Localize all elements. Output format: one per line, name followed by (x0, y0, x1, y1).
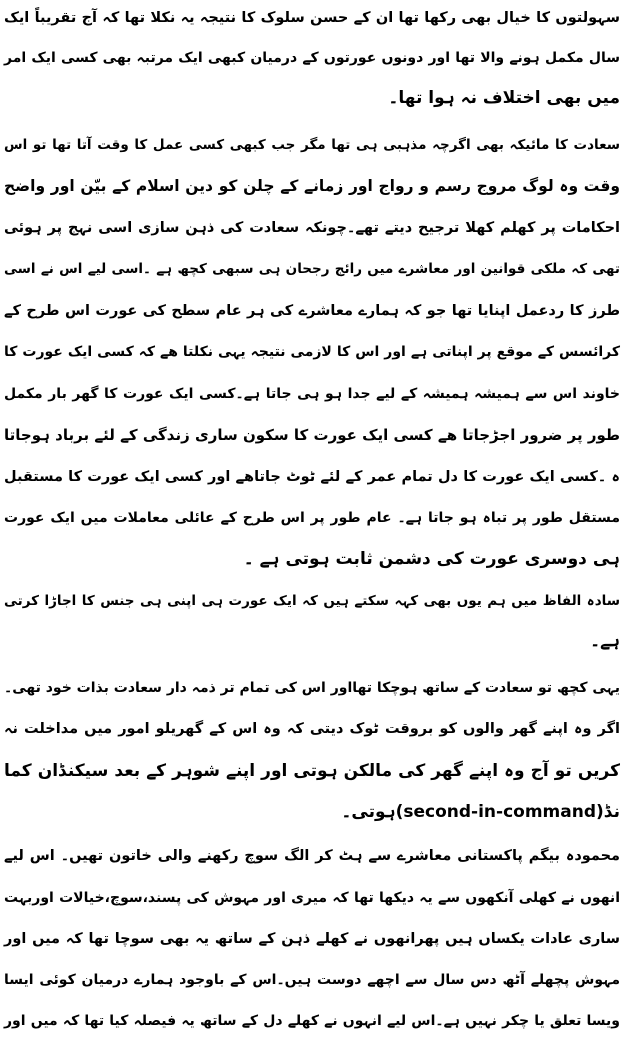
text-line: سال مکمل ہونے والا تھا اور دونوں عورتوں کے درمیان کبھی ایک مرتبہ بھی کسی ایک امر (4, 50, 620, 66)
text-line: محمودہ بیگم پاکستانی معاشرے سے ہٹ کر الگ سوچ رکھنے والی خاتون تھیں۔ اس لیے (4, 848, 620, 864)
text-line: نڈ(second-in-command)ہوتی۔ (341, 802, 620, 822)
text-line: مہوش پچھلے آٹھ دس سال سے اچھے دوست ہیں۔اس کے باوجود ہمارے درمیان کوئی ایسا (4, 972, 620, 988)
text-line: ہی دوسری عورت کی دشمن ثابت ہوتی ہے ۔ (243, 549, 620, 569)
text-line: سعادت کا مائیکہ بھی اگرچہ مذہبی ہی تھا مگر جب کبھی کسی عمل کا وقت آتا تھا تو اس (4, 137, 620, 153)
text-line: ہ ۔کسی ایک عورت کا دل تمام عمر کے لئے ٹوٹ جاتاھے اور کسی ایک عورت کا مستقبل (4, 469, 620, 485)
text-line: کرائسس کے موقع پر اپناتی ہے اور اس کا لازمی نتیجہ یہی نکلتا ھے کہ کسی ایک عورت کا (4, 344, 620, 360)
text-line: وقت وہ لوگ مروج رسم و رواج اور زمانے کے چلن کو دین اسلام کے بیّن اور واضح (4, 177, 620, 195)
text-line: ساری عادات یکساں ہیں پھرانھوں نے کھلے ذہن کے ساتھ یہ بھی سوچا تھا کہ میں اور (4, 931, 620, 947)
text-line: سادہ الفاظ میں ہم یوں بھی کہہ سکتے ہیں کہ ایک عورت ہی اپنی ہی جنس کا اجاڑا کرتی (4, 593, 620, 609)
text-line: طرز کا ردعمل اپنایا تھا جو کہ ہمارے معاشرے کی ہر عام سطح کی عورت اس طرح کے (4, 303, 620, 319)
text-line: انھوں نے کھلی آنکھوں سے یہ دیکھا تھا کہ میری اور مہوش کی پسند،سوچ،خیالات اوربہت (4, 890, 620, 906)
text-line: مستقل طور پر تباہ ہو جاتا ہے۔ عام طور پر اس طرح کے عائلی معاملات میں ایک عورت (4, 510, 620, 526)
text-line: تھی کہ ملکی قوانین اور معاشرے میں رائج رجحان ہی سبھی کچھ ہے ۔اسی لیے اس نے اسی (4, 261, 620, 277)
text-line: احکامات پر کھلم کھلا ترجیح دیتے تھے۔چونکہ سعادت کی ذہن سازی اسی نہج پر ہوئی (4, 220, 620, 236)
text-line: کریں تو آج وہ اپنے گھر کی مالکن ہوتی اور اپنے شوہر کے بعد سیکنڈان کما (4, 761, 620, 781)
text-line: خاوند اس سے ہمیشہ ہمیشہ کے لیے جدا ہو ہی جاتا ہے۔کسی ایک عورت کا گھر بار مکمل (4, 386, 620, 402)
text-line: طور پر ضرور اجڑجاتا ھے کسی ایک عورت کا سکون ساری زندگی کے لئے برباد ہوجاتا (4, 426, 620, 444)
text-line: اگر وہ اپنے گھر والوں کو بروقت ٹوک دیتی کہ وہ اس کے گھریلو امور میں مداخلت نہ (4, 721, 620, 737)
text-line: ویسا تعلق یا چکر نہیں ہے۔اس لیے انہوں نے کھلے دل کے ساتھ یہ فیصلہ کیا تھا کہ میں اور (4, 1013, 620, 1029)
text-line: ہے۔ (590, 631, 620, 651)
text-line: میں بھی اختلاف نہ ہوا تھا۔ (388, 88, 620, 108)
text-line: سہولتوں کا خیال بھی رکھا تھا ان کے حسن سلوک کا نتیجہ یہ نکلا تھا کہ آج تقریباً ایک (4, 10, 620, 26)
text-line: یہی کچھ تو سعادت کے ساتھ ہوچکا تھااور اس کی تمام تر ذمہ دار سعادت بذات خود تھی۔ (4, 680, 620, 696)
